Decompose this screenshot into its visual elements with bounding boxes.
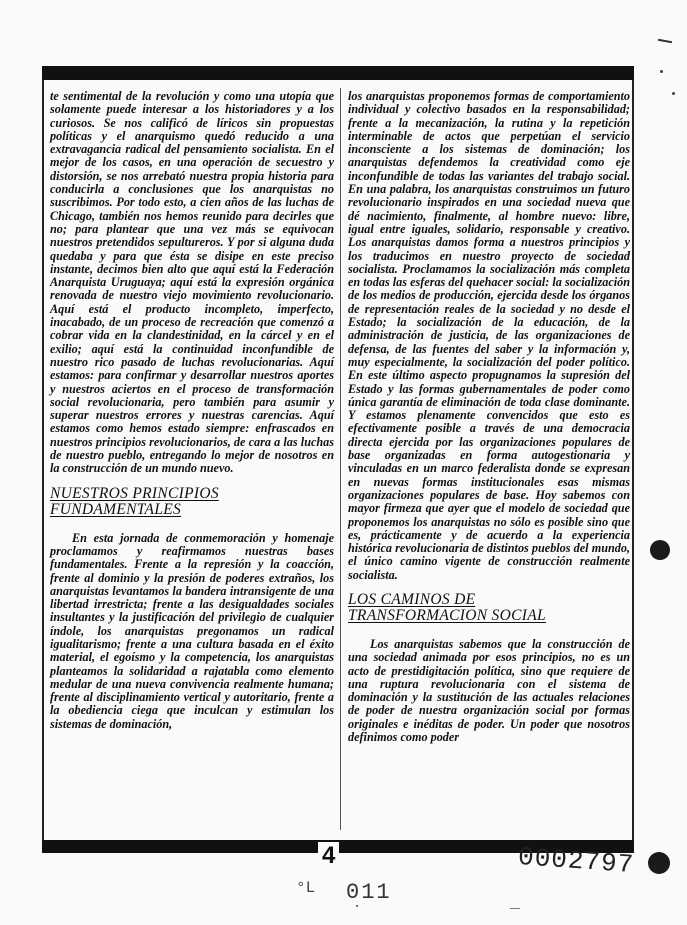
left-border-rule [42,80,44,840]
left-column [50,90,334,731]
scan-mark [658,39,672,43]
scan-speck [672,92,675,95]
corner-mark: °L [296,879,316,897]
principles-paragraph: En esta jornada de conmemoración y homenaje proclamamos y reafirmamos nuestras bases fundamentales. Frente a la represión y la coacción, frente al dominio y la presión de poderes extraños, los anarquistas levantamos la bandera intransigente de una libertad irrestricta; frente a las desigualdades sociales insultantes y la justificación del privilegio de cualquier índole, los anarquistas pregonamos un radical igualitarismo; frente a una cultura basada en el éxito material, el egoísmo y la competencia, los anarquistas planteamos la solidaridad a rajatabla como elemento medular de una nueva convivencia realmente humana; frente al disciplinamiento vertical y autoritario, frente a la obediencia ciega que inculcan y estimulan los sistemas de dominación, [50,530,334,731]
column-divider [340,88,341,830]
section-heading-paths [348,592,630,624]
heading-line-1: LOS CAMINOS DE [348,590,476,608]
right-border-rule [632,80,634,840]
top-black-bar [42,66,634,80]
paths-paragraph: Los anarquistas sabemos que la construcción de una sociedad animada por esos principios, no es un acto de prestidigitación política, sino que requiere de una ruptura revolucionaria con el sistema de dominación y la sustitución de las actuales relaciones de poder de nuestra organización social por formas originales e inéditas de poder. Un poder que nosotros definimos como poder [348,636,630,745]
heading-line-2: TRANSFORMACION SOCIAL [348,606,546,624]
scan-mark [510,908,520,909]
section-heading-principles [50,486,334,518]
punch-hole-icon [650,540,670,560]
scan-speck [356,905,358,907]
archive-stamp: 0002797 [517,841,636,881]
folio-mark: 011 [346,880,392,905]
intro-paragraph: te sentimental de la revolución y como una utopía que solamente puede interesar a los historiadores y a los curiosos. Se nos calificó de líricos sin propuestas políticas y el anarquismo quedó reducido a una extravagancia radical del pensamiento socialista. En el mejor de los casos, en una operación de secuestro y distorsión, se nos arrebató nuestra propia historia para conducirla a conclusiones que los anarquistas no suscribimos. Por todo esto, a cien años de las luchas de Chicago, también nos hemos reunido para decirles que no; para plantear que una vez más se equivocan nuestros pretendidos sepultureros. Y por si alguna duda quedaba y para que ésta se disipe en este preciso instante, decimos bien alto que aquí está la Federación Anarquista Uruguaya; aquí está la expresión orgánica renovada de nuestro viejo movimiento revolucionario. Aquí está el producto incompleto, imperfecto, inacabado, de un proceso de recreación que comenzó a cobrar vida en la clandestinidad, en la cárcel y en el exilio; aquí está la continuidad inconfundible de nuestro rico pasado de luchas revolucionarias. Aquí estamos: para confirmar y desarrollar nuestros aportes y nuestros aciertos en el proceso de transformación social revolucionaria, pero también para asumir y superar nuestros errores y nuestras carencias. Aquí estamos como hemos estado siempre: enfrascados en nuestros principios revolucionarios, de cara a las luchas de nuestro pueblo, entregando lo mejor de nosotros en la construcción de un mundo nuevo. [50,89,334,476]
punch-hole-icon [648,852,670,874]
heading-line-1: NUESTROS PRINCIPIOS [50,484,219,502]
continuation-paragraph: los anarquistas proponemos formas de comportamiento individual y colectivo basados en la responsabilidad; frente a la mecanización, la rutina y la repetición interminable de actos que perpetúan el servicio inconsciente a los sistemas de dominación; los anarquistas defendemos la creatividad como eje inconfundible de todas las variantes del trabajo social. En una palabra, los anarquistas construimos un futuro revolucionario inspirados en una sociedad nueva que dé nacimiento, finalmente, al hombre nuevo: libre, igual entre iguales, solidario, responsable y creativo. Los anarquistas damos forma a nuestros principios y los traducimos en nuestro proyecto de sociedad socialista. Proclamamos la socialización más completa en todas las esferas del quehacer social: la socialización de los medios de producción, ejercida desde los órganos de representación reales de la sociedad y no desde el Estado; la socialización de la educación, de la administración de justicia, de las organizaciones de defensa, de las fuentes del saber y la información y, muy especialmente, la socialización del poder político. En este último aspecto propugnamos la supresión del Estado y las formas gubernamentales de poder como única garantía de eliminación de toda clase dominante. Y estamos plenamente convencidos que esto es efectivamente posible a través de una democracia directa ejercida por las organizaciones populares de base organizadas en forma autogestionaria y vinculadas en un marco federalista donde se expresan en nuevas formas institucionales esas mismas organizaciones populares de base. Hoy sabemos con mayor firmeza que ayer que el modelo de sociedad que proponemos los anarquistas no sólo es posible sino que es, prácticamente y de acuerdo a la experiencia histórica revolucionaria de distintos pueblos del mundo, el único camino vigente de construcción realmente socialista. [348,89,630,582]
page-number: 4 [318,842,339,870]
scan-speck [660,70,663,73]
heading-line-2: FUNDAMENTALES [50,500,182,518]
right-column [348,90,630,744]
